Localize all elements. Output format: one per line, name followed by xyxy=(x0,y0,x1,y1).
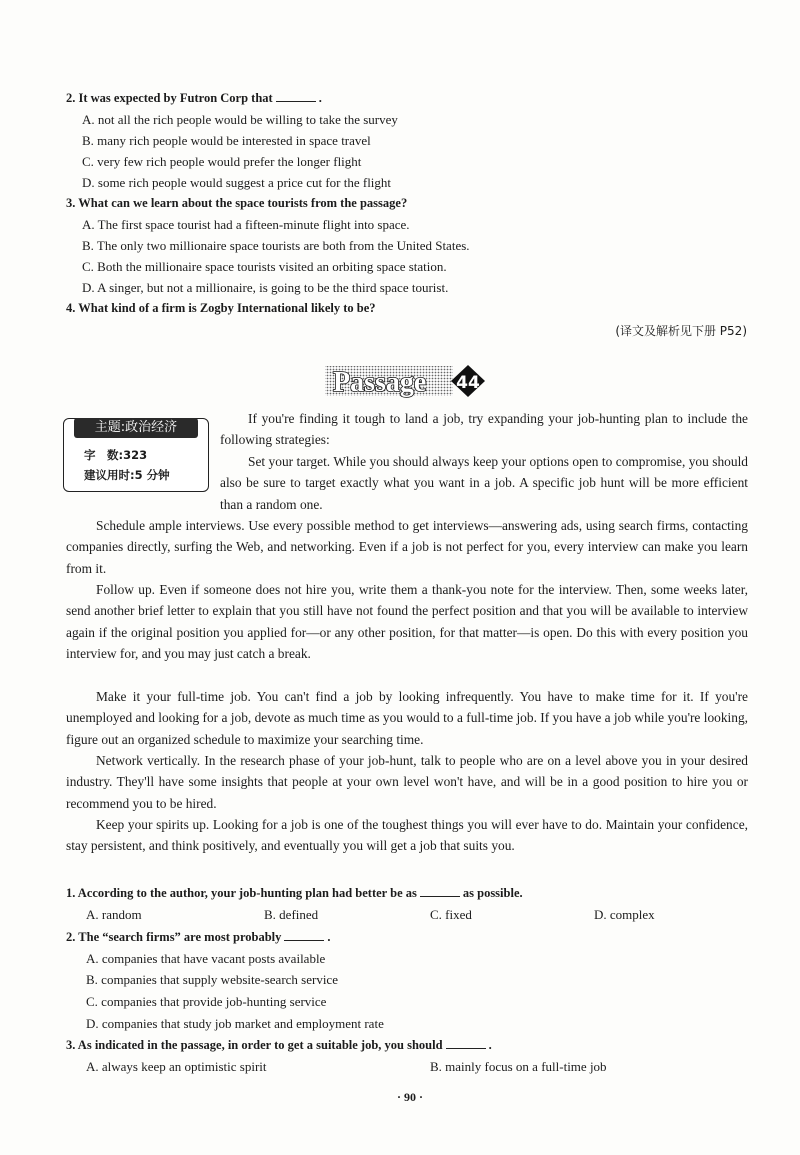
bottom-question-2-option-d: D. companies that study job market and employment rate xyxy=(86,1016,384,1031)
question-2-option-a: A. not all the rich people would be willing to take the survey xyxy=(82,112,398,127)
passage-word: Passage xyxy=(333,367,427,398)
passage-paragraph-7: Keep your spirits up. Looking for a job is one of the toughest things you will ever have to do. Maintain your confidence, stay persistent, and think positively, and eventually you will get a job that suits you. xyxy=(66,817,748,854)
question-2-option-b: B. many rich people would be interested in space travel xyxy=(82,133,371,148)
passage-banner-graphic xyxy=(323,362,493,400)
bottom-question-2-option-a: A. companies that have vacant posts available xyxy=(86,951,326,966)
bottom-question-2-option-b: B. companies that supply website-search service xyxy=(86,972,338,987)
passage-paragraph-3: Schedule ample interviews. Use every possible method to get interviews—answering ads, using search firms, contacting companies directly, surfing the Web, and networking. Even if a job is not perfect for you, every interview can make you learn from it. xyxy=(66,518,748,576)
question-3-option-c: C. Both the millionaire space tourists visited an orbiting space station. xyxy=(82,259,447,274)
question-2-option-d: D. some rich people would suggest a price cut for the flight xyxy=(82,175,392,190)
bottom-question-3-stem: 3. As indicated in the passage, in order to get a suitable job, you should . xyxy=(66,1038,492,1052)
bottom-question-1-option-a: A. random xyxy=(86,907,142,922)
passage-paragraph-2: Set your target. While you should always keep your options open to compromise, you should also be sure to target exactly what you want in a job. A specific job hunt will be more efficient than a random one. xyxy=(220,454,748,512)
passage-paragraph-4: Follow up. Even if someone does not hire you, write them a thank-you note for the interview. Then, some weeks later, send another brief letter to explain that you still have not found the perfect position and that you will be available to interview again if the original position you applied for—or any other position, for that matter—is open. Do this with every position you interview for, and you may just catch a break. xyxy=(66,582,748,661)
answer-reference: (译文及解析见下册 P52) xyxy=(615,324,747,338)
passage-banner xyxy=(323,362,493,400)
passage-paragraph-5: Make it your full-time job. You can't find a job by looking infrequently. You have to make time for it. If you're unemployed and looking for a job, devote as much time as you would to a full-time job. If you have a job while you're looking, figure out an organized schedule to maximize your searching time. xyxy=(66,689,748,747)
theme-title: 主题:政治经济 xyxy=(74,418,198,438)
bottom-question-2-stem: 2. The “search firms” are most probably . xyxy=(66,930,331,944)
theme-word-count: 字 数:323 xyxy=(84,448,148,462)
question-2-option-c: C. very few rich people would prefer the longer flight xyxy=(82,154,362,169)
question-3-option-d: D. A singer, but not a millionaire, is going to be the third space tourist. xyxy=(82,280,449,295)
question-3-option-a: A. The first space tourist had a fifteen-minute flight into space. xyxy=(82,217,410,232)
bottom-question-1-stem: 1. According to the author, your job-hunting plan had better be as as possible. xyxy=(66,886,523,900)
bottom-question-3-option-b: B. mainly focus on a full-time job xyxy=(430,1059,607,1074)
bottom-question-1-option-b: B. defined xyxy=(264,907,319,922)
page-number: · 90 · xyxy=(396,1090,423,1104)
theme-box xyxy=(63,418,209,492)
passage-paragraph-6: Network vertically. In the research phase of your job-hunt, talk to people who are on a level above you in your desired industry. They'll have some insights that people at your own level won't have, and will be in a good position to hire you or recommend you to be hired. xyxy=(66,753,748,811)
question-2-stem: 2. It was expected by Futron Corp that . xyxy=(66,91,322,105)
passage-number: 44 xyxy=(456,373,480,393)
bottom-question-1-option-d: D. complex xyxy=(594,907,655,922)
passage-paragraph-1: If you're finding it tough to land a job, try expanding your job-hunting plan to include the following strategies: xyxy=(220,411,748,448)
bottom-question-3-option-a: A. always keep an optimistic spirit xyxy=(86,1059,267,1074)
bottom-question-2-option-c: C. companies that provide job-hunting service xyxy=(86,994,327,1009)
question-4-stem: 4. What kind of a firm is Zogby International likely to be? xyxy=(66,301,376,315)
bottom-question-1-option-c: C. fixed xyxy=(430,907,472,922)
question-3-stem: 3. What can we learn about the space tourists from the passage? xyxy=(66,196,408,210)
question-3-option-b: B. The only two millionaire space tourists are both from the United States. xyxy=(82,238,470,253)
theme-time: 建议用时:5 分钟 xyxy=(84,468,170,482)
